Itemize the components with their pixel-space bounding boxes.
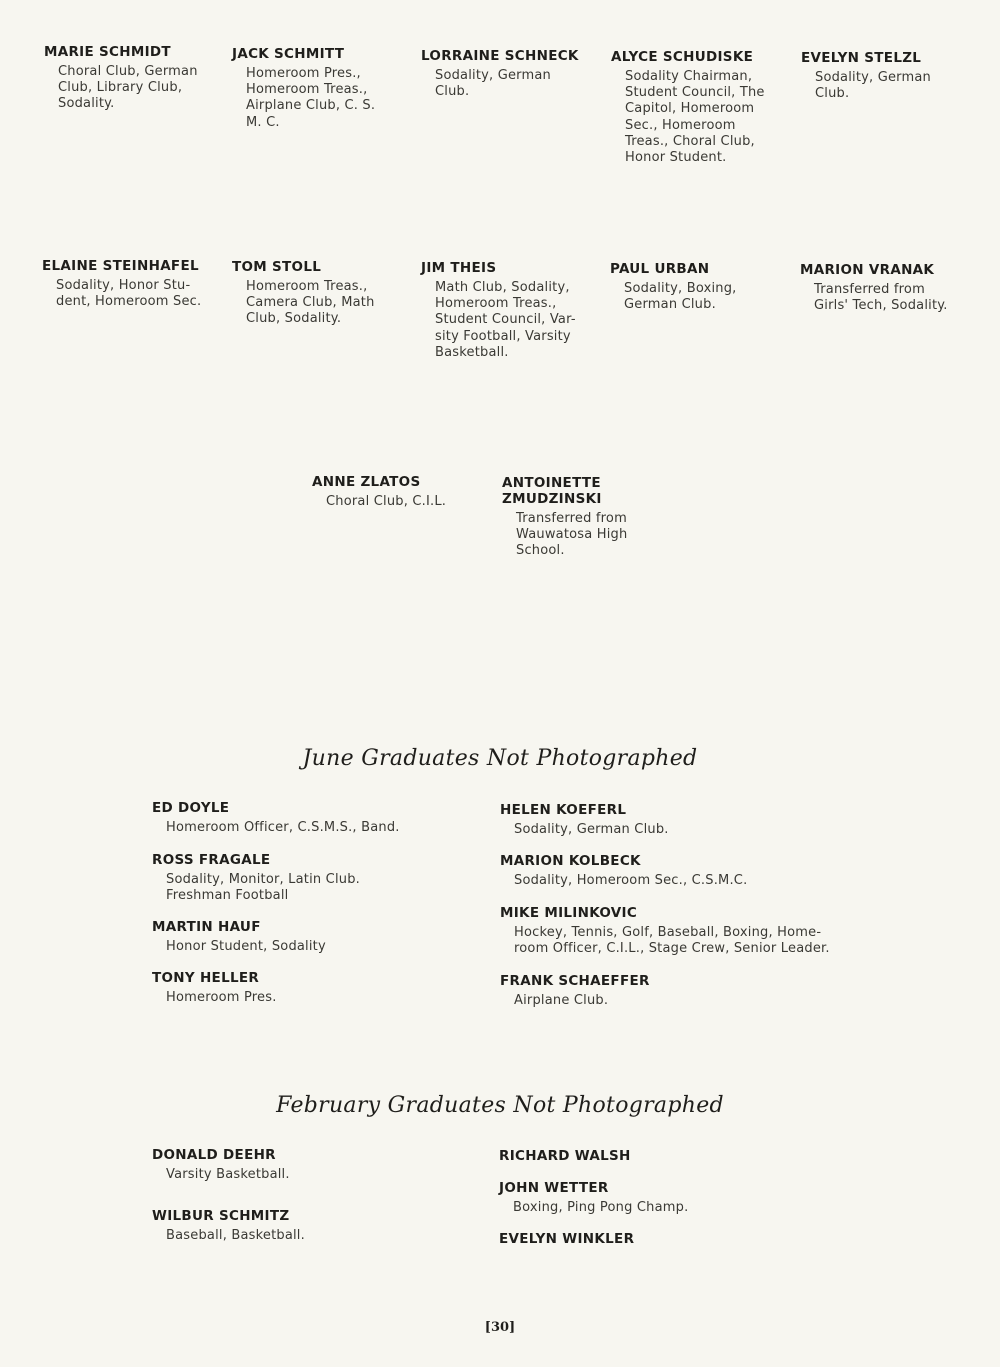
senior-entry [421,260,593,361]
graduate-entry [152,800,472,836]
graduate-name: MARION KOLBECK [500,853,641,869]
graduate-activities: Hockey, Tennis, Golf, Baseball, Boxing, Home- room Officer, C.I.L., Stage Crew, Senior Leader. [514,925,830,957]
senior-entry [800,262,972,314]
graduate-entry [500,853,880,889]
graduate-entry [152,852,472,904]
senior-activities: Choral Club, German Club, Library Club, Sodality. [58,64,198,112]
senior-activities: Sodality, German Club. [435,68,551,100]
graduate-activities: Sodality, Monitor, Latin Club. Freshman Football [166,872,360,904]
graduate-entry [152,970,472,1006]
senior-entry [611,49,783,166]
graduate-entry [152,1147,472,1183]
graduate-name: DONALD DEEHR [152,1147,276,1163]
graduate-name: WILBUR SCHMITZ [152,1208,290,1224]
graduate-activities: Honor Student, Sodality [166,939,326,954]
graduate-activities: Airplane Club. [514,993,609,1008]
graduate-name: EVELYN WINKLER [499,1231,635,1247]
graduate-activities: Sodality, Homeroom Sec., C.S.M.C. [514,873,748,888]
graduate-entry [152,1208,472,1244]
graduate-activities: Homeroom Officer, C.S.M.S., Band. [166,820,400,835]
graduate-entry [499,1231,879,1247]
senior-name: JIM THEIS [421,260,497,276]
graduate-entry [499,1180,879,1216]
senior-entry [232,259,404,328]
senior-activities: Transferred from Girls' Tech, Sodality. [814,282,948,314]
senior-entry [232,46,404,131]
graduate-name: MARTIN HAUF [152,919,261,935]
graduate-entry [499,1148,879,1164]
senior-name: JACK SCHMITT [232,46,345,62]
senior-activities: Homeroom Pres., Homeroom Treas., Airplane Club, C. S. M. C. [246,66,376,130]
graduate-name: FRANK SCHAEFFER [500,973,650,989]
graduate-name: TONY HELLER [152,970,260,986]
graduate-name: HELEN KOEFERL [500,802,627,818]
senior-name: ELAINE STEINHAFEL [42,258,199,274]
senior-activities: Sodality, Boxing, German Club. [624,281,737,313]
graduate-activities: Homeroom Pres. [166,990,277,1005]
june-section-title: June Graduates Not Photographed [302,746,698,771]
senior-name: MARIE SCHMIDT [44,44,171,60]
graduate-activities: Baseball, Basketball. [166,1228,305,1243]
senior-activities: Sodality, German Club. [815,70,931,102]
senior-name: PAUL URBAN [610,261,710,277]
senior-name: ANTOINETTE ZMUDZINSKI [502,475,602,507]
senior-name: LORRAINE SCHNECK [421,48,579,64]
senior-entry [312,474,484,510]
graduate-activities: Varsity Basketball. [166,1167,290,1182]
senior-activities: Homeroom Treas., Camera Club, Math Club, Sodality. [246,279,375,327]
graduate-entry [500,802,880,838]
senior-entry [502,475,674,560]
graduate-name: ROSS FRAGALE [152,852,271,868]
february-section-title: February Graduates Not Photographed [276,1093,724,1118]
senior-entry [610,261,782,313]
senior-name: MARION VRANAK [800,262,935,278]
page-number: [30] [484,1320,516,1335]
graduate-entry [500,905,880,957]
graduate-activities: Boxing, Ping Pong Champ. [513,1200,689,1215]
graduate-name: ED DOYLE [152,800,230,816]
senior-activities: Sodality, Honor Stu- dent, Homeroom Sec. [56,278,202,310]
graduate-name: RICHARD WALSH [499,1148,631,1164]
graduate-name: MIKE MILINKOVIC [500,905,638,921]
senior-name: EVELYN STELZL [801,50,922,66]
senior-name: ALYCE SCHUDISKE [611,49,754,65]
senior-activities: Math Club, Sodality, Homeroom Treas., Student Council, Var- sity Football, Varsity Basketball. [435,280,576,360]
senior-entry [801,50,971,102]
senior-activities: Transferred from Wauwatosa High School. [516,511,628,559]
senior-entry [42,258,214,310]
senior-name: TOM STOLL [232,259,322,275]
senior-entry [421,48,593,100]
senior-entry [44,44,214,113]
graduate-entry [500,973,880,1009]
senior-activities: Choral Club, C.I.L. [326,494,447,509]
senior-activities: Sodality Chairman, Student Council, The Capitol, Homeroom Sec., Homeroom Treas., Choral Club, Honor Student. [625,69,765,166]
graduate-name: JOHN WETTER [499,1180,609,1196]
graduate-activities: Sodality, German Club. [514,822,669,837]
graduate-entry [152,919,472,955]
senior-name: ANNE ZLATOS [312,474,421,490]
